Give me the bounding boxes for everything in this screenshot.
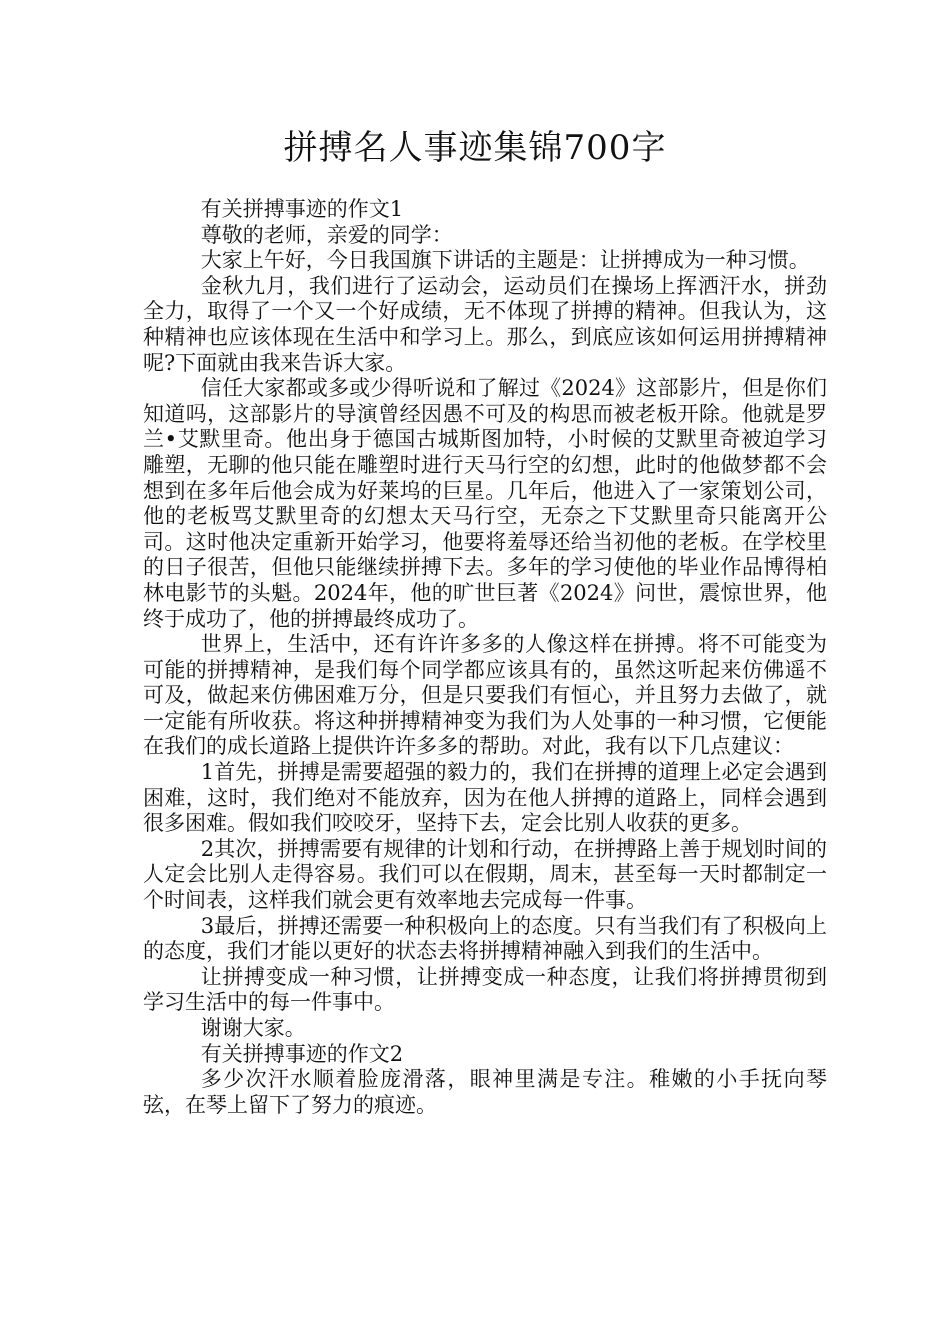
paragraph: 让拼搏变成一种习惯，让拼搏变成一种态度，让我们将拼搏贯彻到学习生活中的每一件事中。 [143, 964, 827, 1015]
paragraph: 信任大家都或多或少得听说和了解过《2024》这部影片，但是你们知道吗，这部影片的导演曾经因愚不可及的构思而被老板开除。他就是罗兰•艾默里奇。他出身于德国古城斯图加特，小时候的艾默里奇被迫学习雕塑，无聊的他只能在雕塑时进行天马行空的幻想，此时的他做梦都不会想到在多年后他会成为好莱坞的巨星。几年后，他进入了一家策划公司，他的老板骂艾默里奇的幻想太天马行空，无奈之下艾默里奇只能离开公司。这时他决定重新开始学习，他要将羞辱还给当初他的老板。在学校里的日子很苦，但他只能继续拼搏下去。多年的学习使他的毕业作品博得柏林电影节的头魁。2024年，他的旷世巨著《2024》问世，震惊世界，他终于成功了，他的拼搏最终成功了。 [143, 376, 827, 631]
paragraph: 大家上午好，今日我国旗下讲话的主题是：让拼搏成为一种习惯。 [200, 248, 810, 273]
closing: 谢谢大家。 [200, 1016, 306, 1040]
essay-heading-1: 有关拼搏事迹的作文1 [200, 197, 404, 221]
paragraph: 世界上，生活中，还有许许多多的人像这样在拼搏。将不可能变为可能的拼搏精神，是我们每个同学都应该具有的，虽然这听起来仿佛遥不可及，做起来仿佛困难万分，但是只要我们有恒心，并且努力去做了，就一定能有所收获。将这种拼搏精神变为我们为人处事的一种习惯，它便能在我们的成长道路上提供许许多多的帮助。对此，我有以下几点建议： [143, 632, 827, 759]
document-title: 拼搏名人事迹集锦700字 [283, 128, 667, 168]
salutation: 尊敬的老师，亲爱的同学： [200, 222, 453, 247]
suggestion-1: 1首先，拼搏是需要超强的毅力的，我们在拼搏的道理上必定会遇到困难，这时，我们绝对不能放弃，因为在他人拼搏的道路上，同样会遇到很多困难。假如我们咬咬牙，坚持下去，定会比别人收获的更多。 [143, 760, 827, 836]
paragraph: 金秋九月，我们进行了运动会，运动员们在操场上挥洒汗水，拼劲全力，取得了一个又一个好成绩，无不体现了拼搏的精神。但我认为，这种精神也应该体现在生活中和学习上。那么，到底应该如何运用拼搏精神呢?下面就由我来告诉大家。 [143, 273, 827, 375]
paragraph: 多少次汗水顺着脸庞滑落，眼神里满是专注。稚嫩的小手抚向琴弦，在琴上留下了努力的痕迹。 [143, 1067, 827, 1117]
essay-heading-2: 有关拼搏事迹的作文2 [200, 1041, 404, 1066]
document-body [143, 197, 827, 1118]
suggestion-2: 2其次，拼搏需要有规律的计划和行动，在拼搏路上善于规划时间的人定会比别人走得容易。我们可以在假期，周末，甚至每一天时都制定一个时间表，这样我们就会更有效率地去完成每一件事。 [143, 836, 827, 913]
suggestion-3: 3最后，拼搏还需要一种积极向上的态度。只有当我们有了积极向上的态度，我们才能以更好的状态去将拼搏精神融入到我们的生活中。 [143, 913, 827, 964]
